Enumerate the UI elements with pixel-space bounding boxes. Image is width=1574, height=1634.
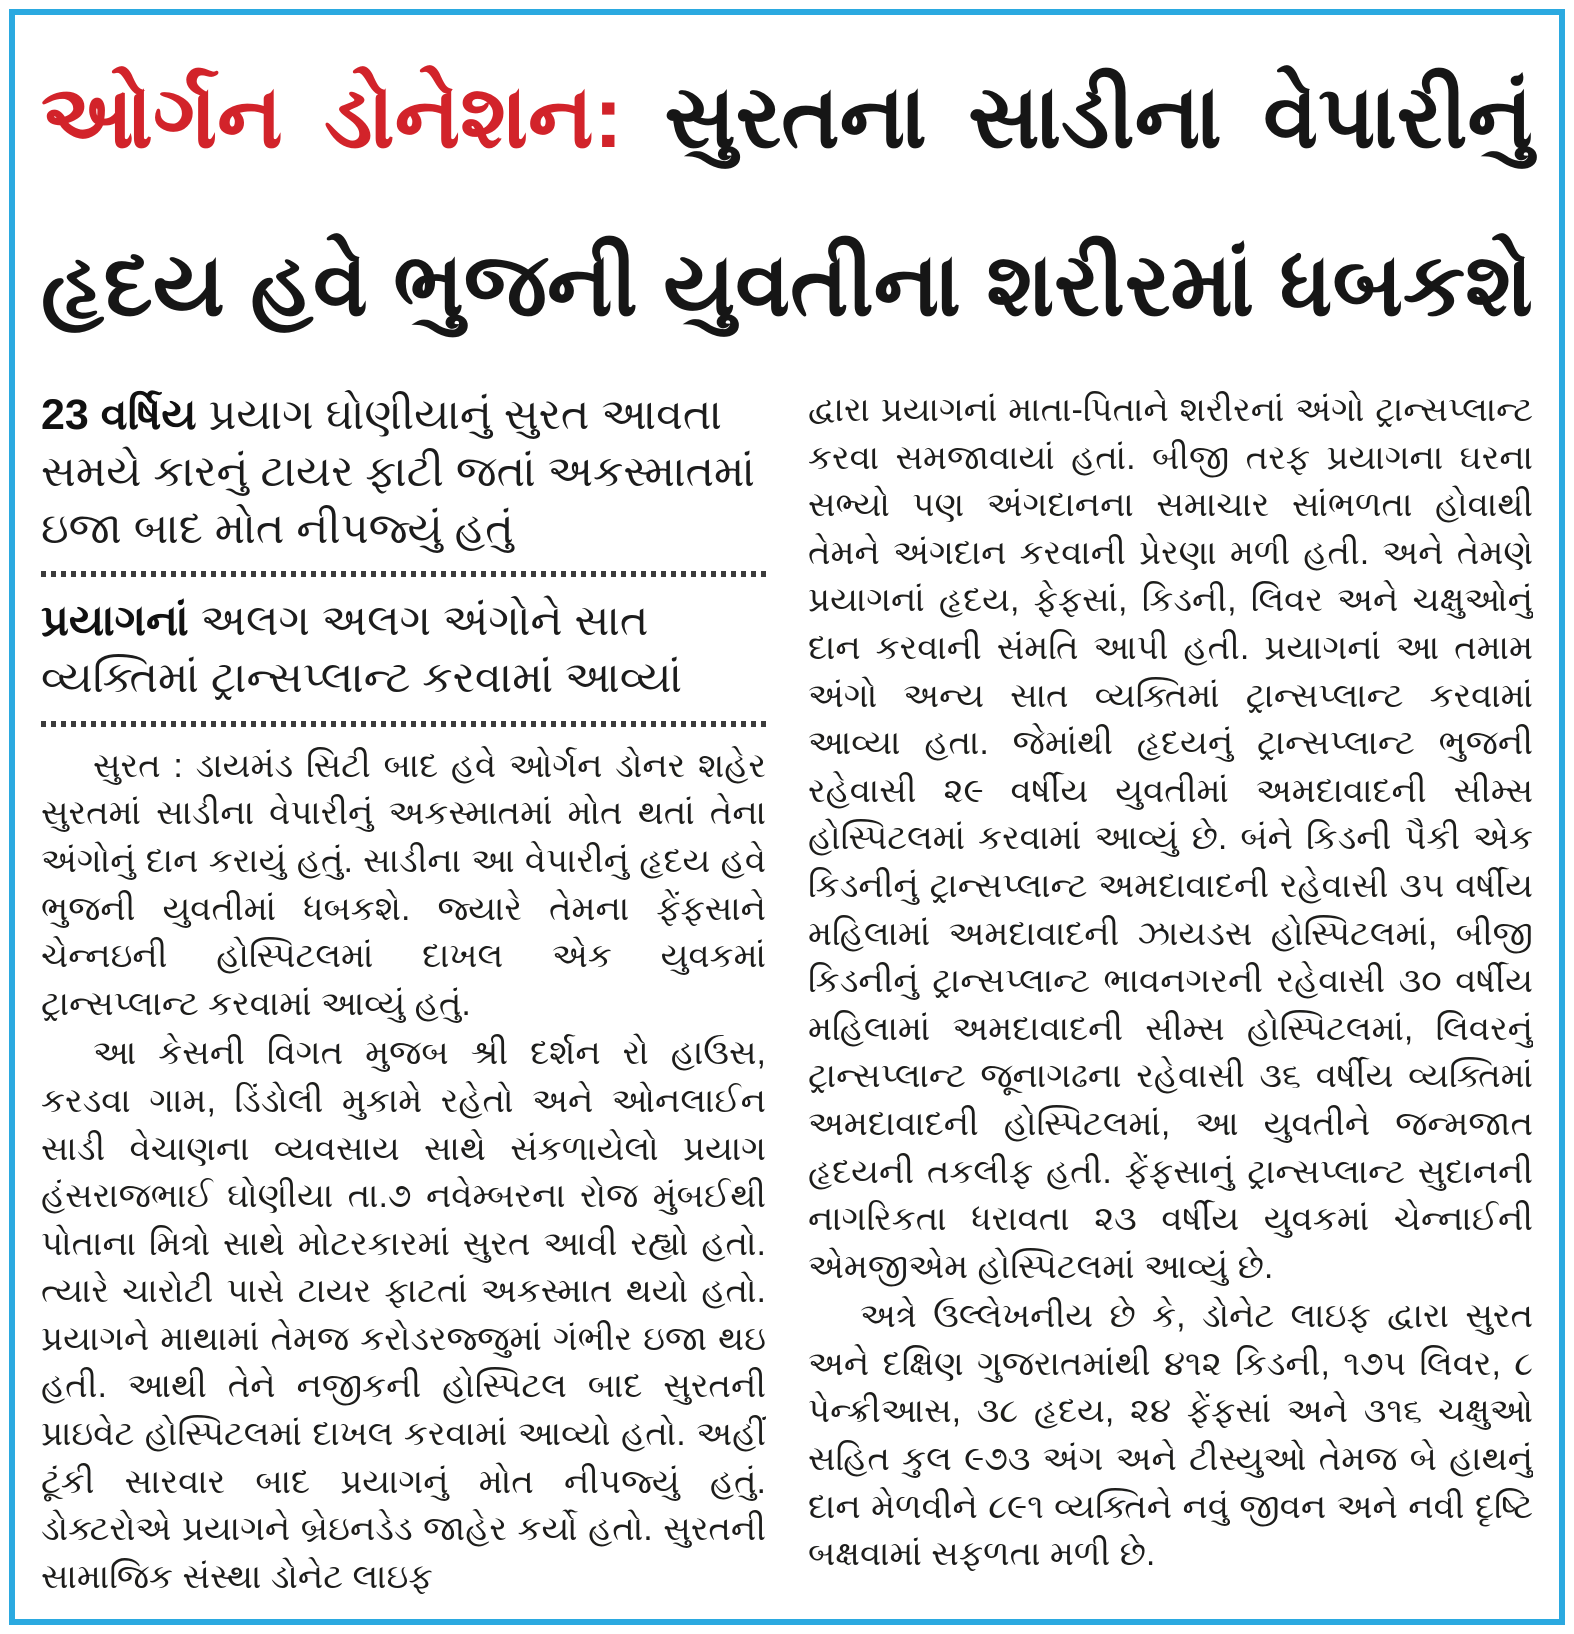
- standfirst-1-text: પ્રયાગ ઘોણીયાનું સુરત આવતા સમયે કારનું ટાયર ફાટી જતાં અકસ્માતમાં ઇજા બાદ મોત નીપજ્યું હતું: [41, 391, 755, 553]
- body-paragraph-3: દ્વારા પ્રયાગનાં માતા-પિતાને શરીરનાં અંગો ટ્રાન્સપ્લાન્ટ કરવા સમજાવાયાં હતાં. બીજી તરફ પ્રયાગના ઘરના સભ્યો પણ અંગદાનના સમાચાર સાંભળતા હોવાથી તેમને અંગદાન કરવાની પ્રેરણા મળી હતી. અને તેમણે પ્રયાગનાં હૃદય, ફેફસાં, કિડની, લિવર અને ચક્ષુઓનું દાન કરવાની સંમતિ આપી હતી. પ્રયાગનાં આ તમામ અંગો અન્ય સાત વ્યક્તિમાં ટ્રાન્સપ્લાન્ટ કરવામાં આવ્યા હતા. જેમાંથી હૃદયનું ટ્રાન્સપ્લાન્ટ ભુજની રહેવાસી ૨૯ વર્ષીય યુવતીમાં અમદાવાદની સીમ્સ હોસ્પિટલમાં કરવામાં આવ્યું છે. બંને કિડની પૈકી એક કિડનીનું ટ્રાન્સપ્લાન્ટ અમદાવાદની રહેવાસી ૩૫ વર્ષીય મહિલામાં અમદાવાદની ઝાયડસ હોસ્પિટલમાં, બીજી કિડનીનું ટ્રાન્સપ્લાન્ટ ભાવનગરની રહેવાસી ૩૦ વર્ષીય મહિલામાં અમદાવાદની સીમ્સ હોસ્પિટલમાં, લિવરનું ટ્રાન્સપ્લાન્ટ જૂનાગઢના રહેવાસી ૩૬ વર્ષીય વ્યક્તિમાં અમદાવાદની હોસ્પિટલમાં, આ યુવતીને જન્મજાત હૃદયની તકલીફ હતી. ફેંફસાનું ટ્રાન્સપ્લાન્ટ સુદાનની નાગરિકતા ધરાવતા ૨૩ વર્ષીય યુવકમાં ચેન્નાઈની એમજીએમ હોસ્પિટલમાં આવ્યું છે.: [808, 391, 1533, 1286]
- standfirst-2: [41, 593, 766, 707]
- body-paragraph-1: સુરત : ડાયમંડ સિટી બાદ હવે ઓર્ગન ડોનર શહેર સુરતમાં સાડીના વેપારીનું અકસ્માતમાં મોત થતાં તેના અંગોનું દાન કરાયું હતું. સાડીના આ વેપારીનું હૃદય હવે ભુજની યુવતીમાં ધબકશે. જ્યારે તેમના ફેંફસાને ચેન્નઇની હોસ્પિટલમાં દાખલ એક યુવકમાં ટ્રાન્સપ્લાન્ટ કરવામાં આવ્યું હતું.: [41, 746, 766, 1023]
- headline-kicker: ઓર્ગન ડોનેશન:: [41, 67, 623, 166]
- standfirst-1-lead: 23 વર્ષિય: [41, 391, 197, 439]
- left-column: [41, 387, 766, 1603]
- body-paragraph-4: અત્રે ઉલ્લેખનીય છે કે, ડોનેટ લાઇફ દ્વારા સુરત અને દક્ષિણ ગુજરાતમાંથી ૪૧૨ કિડની, ૧૭૫ લિવર, ૮ પેન્ક્રીઆસ, ૩૮ હૃદય, ૨૪ ફેંફસાં અને ૩૧૬ ચક્ષુઓ સહિત કુલ ૯૭૩ અંગ અને ટીસ્યુઓ તેમજ બે હાથનું દાન મેળવીને ૮૯૧ વ્યક્તિને નવું જીવન અને નવી દૃષ્ટિ બક્ષવામાં સફળતા મળી છે.: [808, 1297, 1533, 1574]
- body-paragraph-2: આ કેસની વિગત મુજબ શ્રી દર્શન રો હાઉસ, કરડવા ગામ, ડિંડોલી મુકામે રહેતો અને ઓનલાઈન સાડી વેચાણના વ્યવસાય સાથે સંકળાયેલો પ્રયાગ હંસરાજભાઈ ઘોણીયા તા.૭ નવેમ્બરના રોજ મુંબઈથી પોતાના મિત્રો સાથે મોટરકારમાં સુરત આવી રહ્યો હતો. ત્યારે ચારોટી પાસે ટાયર ફાટતાં અકસ્માત થયો હતો. પ્રયાગને માથામાં તેમજ કરોડરજ્જુમાં ગંભીર ઇજા થઇ હતી. આથી તેને નજીકની હોસ્પિટલ બાદ સુરતની પ્રાઇવેટ હોસ્પિટલમાં દાખલ કરવામાં આવ્યો હતો. અહીં ટૂંકી સારવાર બાદ પ્રયાગનું મોત નીપજ્યું હતું. ડોક્ટરોએ પ્રયાગને બ્રેઇનડેડ જાહેર કર્યો હતો. સુરતની સામાજિક સંસ્થા ડોનેટ લાઇફ: [41, 1034, 766, 1596]
- page-border: [9, 9, 1565, 1625]
- standfirst-2-text: અલગ અલગ અંગોને સાત વ્યક્તિમાં ટ્રાન્સપ્લાન્ટ કરવામાં આવ્યાં: [41, 597, 683, 702]
- headline-line-1-text: સુરતના સાડીના વેપારીનું: [664, 67, 1533, 166]
- dotted-separator-1: [41, 571, 766, 577]
- article-columns: [41, 387, 1533, 1617]
- headline-line-2: [41, 201, 1533, 369]
- headline-line-2-text: હૃદય હવે ભુજની યુવતીના શરીરમાં ધબકશે: [41, 235, 1533, 334]
- dotted-separator-2: [41, 721, 766, 727]
- headline: [41, 33, 1533, 369]
- standfirst-1: [41, 387, 766, 557]
- standfirst-2-lead: પ્રયાગનાં: [41, 597, 189, 646]
- right-column: [808, 387, 1533, 1581]
- headline-line-1: [41, 33, 1533, 201]
